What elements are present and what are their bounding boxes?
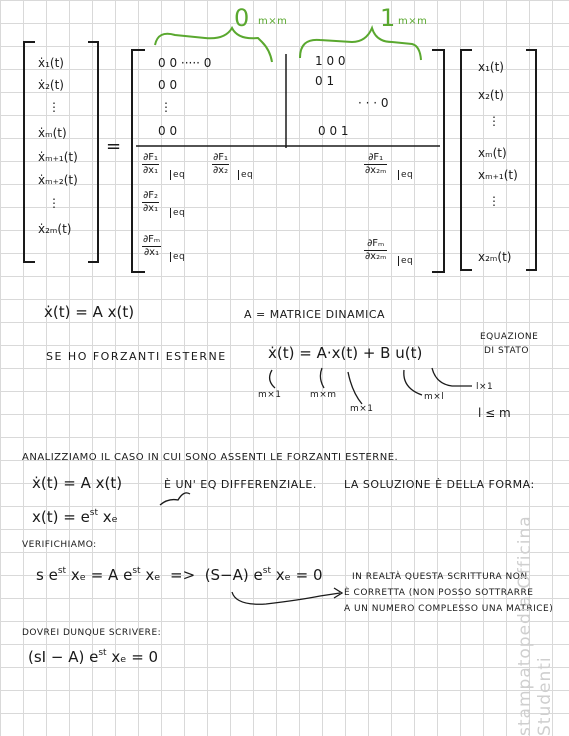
- eval-eq: eq: [170, 170, 185, 180]
- partial-derivative: $\frac{\text{∂Fₘ}}{\text{∂x₁}}$: [143, 234, 161, 258]
- zero-block-label: 0: [234, 4, 250, 32]
- identity-row: 0 0 1: [318, 124, 349, 138]
- correction-note: A UN NUMERO COMPLESSO UNA MATRICE): [344, 604, 554, 614]
- eval-eq: eq: [398, 170, 413, 180]
- dimension-label: m×1: [350, 404, 374, 414]
- identity-block-label: 1: [380, 4, 396, 32]
- differential-note: È UN' EQ DIFFERENZIALE.: [164, 478, 317, 491]
- zero-row: 0 0: [158, 78, 178, 92]
- state-equation-label: EQUAZIONE: [480, 332, 539, 342]
- lhs-entry: ẋ₂ₘ(t): [38, 222, 72, 236]
- correction-note: È CORRETTA (NON POSSO SOTTRARRE: [344, 588, 534, 598]
- equals-sign: =: [106, 136, 122, 157]
- watermark: stampatopedia Officina Studenti: [515, 515, 555, 736]
- homogeneous-equation: ẋ(t) = A x(t): [32, 474, 123, 492]
- identity-row: 0 1: [315, 74, 335, 88]
- lhs-entry: ⋮: [48, 100, 60, 114]
- partial-derivative: $\frac{\text{∂Fₘ}}{\text{∂x₂ₘ}}$: [365, 238, 387, 262]
- matrix-definition: A = MATRICE DINAMICA: [244, 308, 386, 321]
- solution-form: $x(t) = e^{st}$ xₑ: [32, 508, 118, 526]
- zero-row: 0 0 ····· 0: [158, 56, 212, 70]
- zero-row: ⋮: [160, 100, 172, 114]
- partial-derivative: $\frac{\text{∂F₂}}{\text{∂x₁}}$: [143, 190, 159, 214]
- lhs-entry: ⋮: [48, 196, 60, 210]
- dimension-label: l×1: [476, 382, 494, 392]
- identity-row: 1 0 0: [315, 54, 346, 68]
- zero-block-size: m×m: [258, 16, 288, 27]
- verify-heading: VERIFICHIAMO:: [22, 540, 97, 550]
- rhs-entry: ⋮: [488, 194, 500, 208]
- partial-derivative: $\frac{\text{∂F₁}}{\text{∂x₁}}$: [143, 152, 159, 176]
- state-equation-label: DI STATO: [484, 346, 529, 356]
- forced-label: SE HO FORZANTI ESTERNE: [46, 350, 227, 363]
- solution-note: LA SOLUZIONE È DELLA FORMA:: [344, 478, 535, 491]
- eval-eq: eq: [170, 252, 185, 262]
- identity-block-size: m×m: [398, 16, 428, 27]
- rhs-entry: ⋮: [488, 114, 500, 128]
- analysis-heading: ANALIZZIAMO IL CASO IN CUI SONO ASSENTI LE FORZANTI ESTERNE.: [22, 452, 399, 463]
- lhs-entry: ẋₘ(t): [38, 126, 67, 140]
- rhs-entry: xₘ₊₁(t): [478, 168, 518, 182]
- lhs-entry: ẋ₂(t): [38, 78, 64, 92]
- state-equation: ẋ(t) = A x(t): [44, 303, 135, 321]
- eval-eq: eq: [170, 208, 185, 218]
- forced-equation: ẋ(t) = A·x(t) + B u(t): [268, 344, 423, 362]
- rhs-entry: x₂(t): [478, 88, 504, 102]
- lhs-entry: ẋ₁(t): [38, 56, 64, 70]
- partial-derivative: $\frac{\text{∂F₁}}{\text{∂x₂ₘ}}$: [365, 152, 387, 176]
- lhs-entry: ẋₘ₊₁(t): [38, 150, 78, 164]
- should-write-heading: DOVREI DUNQUE SCRIVERE:: [22, 628, 162, 638]
- rhs-entry: x₁(t): [478, 60, 504, 74]
- final-equation: (sI − A) $e^{st}$ xₑ = 0: [28, 648, 159, 666]
- input-constraint: l ≤ m: [478, 406, 511, 420]
- rhs-entry: xₘ(t): [478, 146, 507, 160]
- correction-note: IN REALTÀ QUESTA SCRITTURA NON: [352, 572, 528, 582]
- eval-eq: eq: [238, 170, 253, 180]
- identity-row: · · · 0: [358, 96, 389, 110]
- eval-eq: eq: [398, 256, 413, 266]
- dimension-label: m×m: [310, 390, 337, 400]
- lhs-entry: ẋₘ₊₂(t): [38, 173, 78, 187]
- verification-equation: s $e^{st}$ xₑ = A $e^{st}$ xₑ => (S−A) $e^{st}$ xₑ = 0: [36, 566, 323, 584]
- dimension-label: m×l: [424, 392, 445, 402]
- dimension-label: m×1: [258, 390, 282, 400]
- rhs-entry: x₂ₘ(t): [478, 250, 512, 264]
- partial-derivative: $\frac{\text{∂F₁}}{\text{∂x₂}}$: [213, 152, 229, 176]
- zero-row: 0 0: [158, 124, 178, 138]
